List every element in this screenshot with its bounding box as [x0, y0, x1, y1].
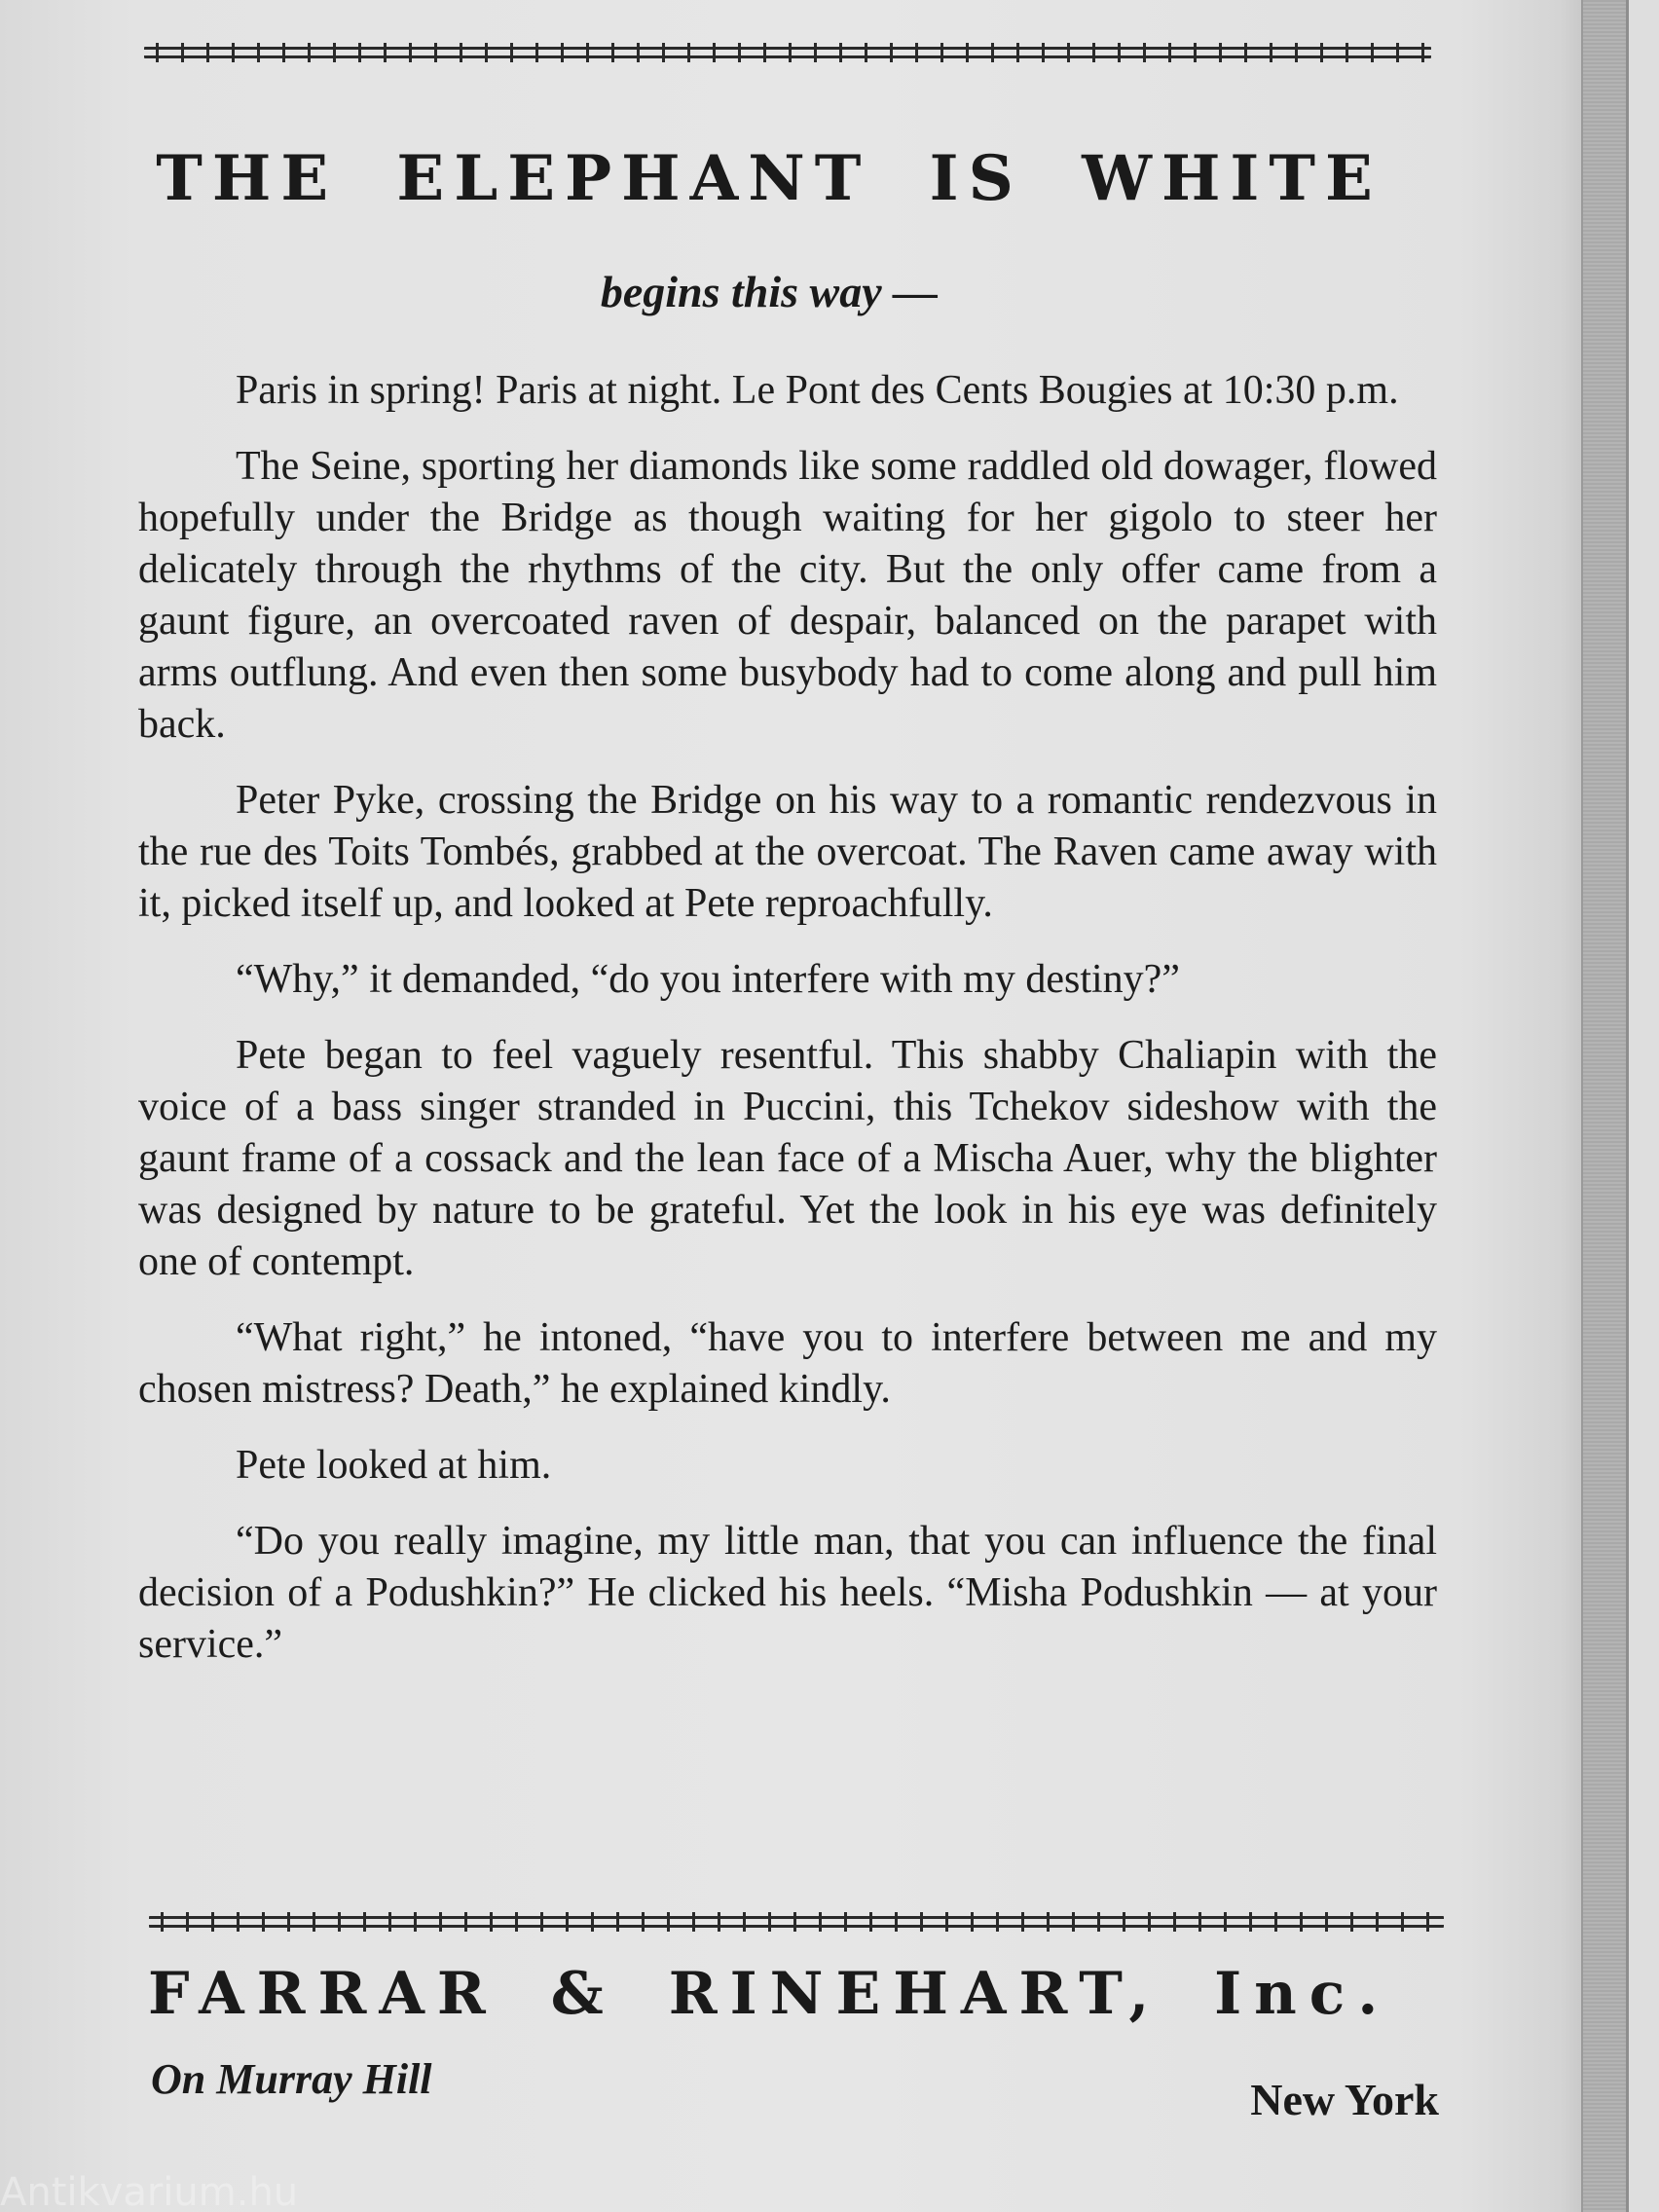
publisher-name: FARRAR & RINEHART, Inc.	[148, 1960, 1391, 2028]
paragraph: “What right,” he intoned, “have you to interfere between me and my chosen mistress? Death,” he explained kindly.	[138, 1315, 1437, 1412]
excerpt-text	[138, 365, 1437, 1695]
page-edge	[1626, 0, 1659, 2212]
top-chain-border	[144, 43, 1431, 62]
book-spine	[1581, 0, 1628, 2212]
watermark: Antikvarium.hu	[0, 2170, 299, 2212]
publisher-city: New York	[1250, 2075, 1439, 2124]
book-title: THE ELEPHANT IS WHITE	[156, 142, 1382, 215]
paragraph: Pete began to feel vaguely resentful. This shabby Chaliapin with the voice of a bass singer stranded in Puccini, this Tchekov sideshow with the gaunt frame of a cossack and the lean face of a Mischa Auer, why the blighter was designed by nature to be grateful. Yet the look in his eye was definitely one of contempt.	[138, 1033, 1437, 1284]
subtitle: begins this way —	[600, 267, 939, 316]
bottom-chain-border	[149, 1912, 1444, 1932]
paragraph: Paris in spring! Paris at night. Le Pont des Cents Bougies at 10:30 p.m.	[236, 368, 1399, 413]
paragraph: Peter Pyke, crossing the Bridge on his way to a romantic rendezvous in the rue des Toits Tombés, grabbed at the overcoat. The Raven came away with it, picked itself up, and looked at Pete reproachfully.	[138, 778, 1437, 926]
paragraph: Pete looked at him.	[236, 1443, 552, 1488]
paragraph: “Do you really imagine, my little man, that you can influence the final decision of a Podushkin?” He clicked his heels. “Misha Podushkin — at your service.”	[138, 1519, 1437, 1667]
paragraph: “Why,” it demanded, “do you interfere with my destiny?”	[236, 957, 1180, 1002]
publisher-imprint: On Murray Hill	[151, 2055, 432, 2103]
paragraph: The Seine, sporting her diamonds like some raddled old dowager, flowed hopefully under the Bridge as though waiting for her gigolo to steer her delicately through the rhythms of the city. But the only offer came from a gaunt figure, an overcoated raven of despair, balanced on the parapet with arms outflung. And even then some busybody had to come along and pull him back.	[138, 444, 1437, 747]
